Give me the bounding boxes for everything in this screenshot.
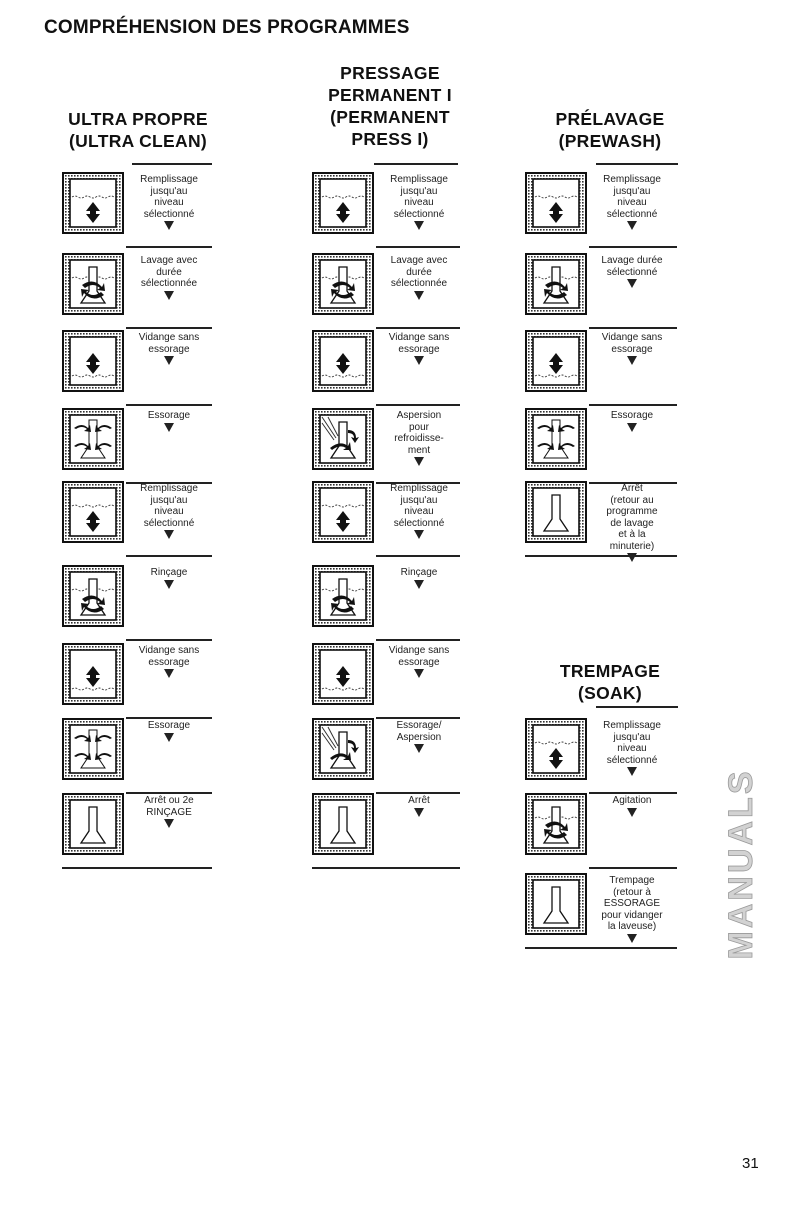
step-divider <box>589 867 677 869</box>
rinse-icon <box>62 565 124 627</box>
step-divider <box>376 555 460 557</box>
program-step <box>62 643 212 721</box>
program-step <box>525 718 675 796</box>
program-step <box>62 718 212 796</box>
program-step <box>312 643 462 721</box>
program-step <box>525 253 675 331</box>
step-label: Essorage <box>126 410 212 432</box>
down-arrow-icon <box>414 291 424 300</box>
step-label: Remplissage jusqu'au niveau sélectionné <box>589 720 675 776</box>
down-arrow-icon <box>164 356 174 365</box>
down-arrow-icon <box>164 733 174 742</box>
wash-icon <box>525 253 587 315</box>
program-step <box>312 172 462 250</box>
step-label: Vidange sans essorage <box>589 332 675 365</box>
step-label: Vidange sans essorage <box>126 332 212 365</box>
down-arrow-icon <box>627 279 637 288</box>
step-label: Aspersion pour refroidisse- ment <box>376 410 462 466</box>
wash-icon <box>312 253 374 315</box>
program-step <box>312 793 462 871</box>
step-label: Lavage avec durée sélectionnée <box>376 255 462 300</box>
step-divider <box>126 327 212 329</box>
down-arrow-icon <box>627 934 637 943</box>
program-step <box>62 408 212 486</box>
step-divider <box>312 867 460 869</box>
drain-icon <box>312 330 374 392</box>
stop-icon <box>525 873 587 935</box>
down-arrow-icon <box>414 580 424 589</box>
step-label: Arrêt (retour au programme de lavage et à la minuterie) <box>589 483 675 562</box>
stop-icon <box>525 481 587 543</box>
down-arrow-icon <box>414 221 424 230</box>
spin-icon <box>525 408 587 470</box>
step-divider <box>589 246 677 248</box>
down-arrow-icon <box>627 767 637 776</box>
step-label: Rinçage <box>126 567 212 589</box>
step-label: Remplissage jusqu'au niveau sélectionné <box>376 174 462 230</box>
step-divider <box>376 404 460 406</box>
program-step <box>312 565 462 643</box>
step-label: Remplissage jusqu'au niveau sélectionné <box>126 483 212 539</box>
drain-icon <box>62 643 124 705</box>
program-step <box>525 408 675 486</box>
down-arrow-icon <box>414 356 424 365</box>
step-label: Essorage <box>589 410 675 432</box>
step-label: Trempage (retour à ESSORAGE pour vidanger la laveuse) <box>589 875 675 943</box>
fill-icon <box>312 172 374 234</box>
step-divider <box>126 246 212 248</box>
step-label: Arrêt <box>376 795 462 817</box>
step-label: Remplissage jusqu'au niveau sélectionné <box>376 483 462 539</box>
down-arrow-icon <box>164 530 174 539</box>
step-divider <box>62 867 212 869</box>
stop-icon <box>312 793 374 855</box>
step-divider <box>376 639 460 641</box>
step-label: Vidange sans essorage <box>376 332 462 365</box>
step-divider <box>376 246 460 248</box>
step-label: Remplissage jusqu'au niveau sélectionné <box>589 174 675 230</box>
program-step <box>525 330 675 408</box>
down-arrow-icon <box>627 221 637 230</box>
step-divider <box>525 947 677 949</box>
down-arrow-icon <box>414 744 424 753</box>
step-label: Rinçage <box>376 567 462 589</box>
step-divider <box>589 327 677 329</box>
program-step <box>525 793 675 871</box>
spin-icon <box>62 408 124 470</box>
down-arrow-icon <box>414 669 424 678</box>
program-step <box>312 408 462 486</box>
down-arrow-icon <box>627 423 637 432</box>
program-step <box>312 481 462 559</box>
fill-icon <box>62 172 124 234</box>
program-step <box>62 172 212 250</box>
page-title: COMPRÉHENSION DES PROGRAMMES <box>44 17 410 38</box>
divider <box>132 163 212 165</box>
step-label: Remplissage jusqu'au niveau sélectionné <box>126 174 212 230</box>
column-title-permanent-press: PRESSAGE PERMANENT I (PERMANENT PRESS I) <box>328 63 452 149</box>
step-divider <box>126 404 212 406</box>
fill-icon <box>62 481 124 543</box>
fill-icon <box>312 481 374 543</box>
step-label: Agitation <box>589 795 675 817</box>
stop-icon <box>62 793 124 855</box>
step-label: Arrêt ou 2e RINÇAGE <box>126 795 212 828</box>
step-divider <box>126 639 212 641</box>
fill-icon <box>525 172 587 234</box>
step-divider <box>589 404 677 406</box>
program-step <box>312 330 462 408</box>
down-arrow-icon <box>164 580 174 589</box>
divider <box>596 706 678 708</box>
wash-icon <box>525 793 587 855</box>
step-label: Essorage/ Aspersion <box>376 720 462 753</box>
drain-icon <box>312 643 374 705</box>
divider <box>596 163 678 165</box>
wash-icon <box>62 253 124 315</box>
spray-icon <box>312 718 374 780</box>
spin-icon <box>62 718 124 780</box>
program-step <box>312 253 462 331</box>
step-label: Vidange sans essorage <box>376 645 462 678</box>
step-divider <box>126 555 212 557</box>
step-divider <box>376 327 460 329</box>
program-step <box>62 330 212 408</box>
drain-icon <box>525 330 587 392</box>
column-title-soak: TREMPAGE (SOAK) <box>559 661 661 703</box>
manuals-watermark <box>722 752 772 976</box>
step-label: Lavage durée sélectionné <box>589 255 675 288</box>
program-step <box>62 253 212 331</box>
program-step <box>62 481 212 559</box>
step-label: Essorage <box>126 720 212 742</box>
down-arrow-icon <box>164 819 174 828</box>
page-number: 31 <box>742 1155 759 1172</box>
down-arrow-icon <box>164 669 174 678</box>
down-arrow-icon <box>414 457 424 466</box>
program-step <box>525 172 675 250</box>
step-label: Vidange sans essorage <box>126 645 212 678</box>
watermark-text: MANUALS <box>722 768 760 960</box>
down-arrow-icon <box>414 530 424 539</box>
divider <box>374 163 458 165</box>
spray-icon <box>312 408 374 470</box>
step-divider <box>525 555 677 557</box>
column-title-prewash: PRÉLAVAGE (PREWASH) <box>555 109 665 151</box>
down-arrow-icon <box>164 291 174 300</box>
fill-icon <box>525 718 587 780</box>
down-arrow-icon <box>164 423 174 432</box>
drain-icon <box>62 330 124 392</box>
program-step <box>62 793 212 871</box>
rinse-icon <box>312 565 374 627</box>
program-step <box>312 718 462 796</box>
column-title-ultra-clean: ULTRA PROPRE (ULTRA CLEAN) <box>68 109 208 151</box>
down-arrow-icon <box>414 808 424 817</box>
down-arrow-icon <box>627 356 637 365</box>
program-step <box>62 565 212 643</box>
step-label: Lavage avec durée sélectionnée <box>126 255 212 300</box>
down-arrow-icon <box>164 221 174 230</box>
down-arrow-icon <box>627 808 637 817</box>
program-step <box>525 873 675 951</box>
program-step <box>525 481 675 559</box>
